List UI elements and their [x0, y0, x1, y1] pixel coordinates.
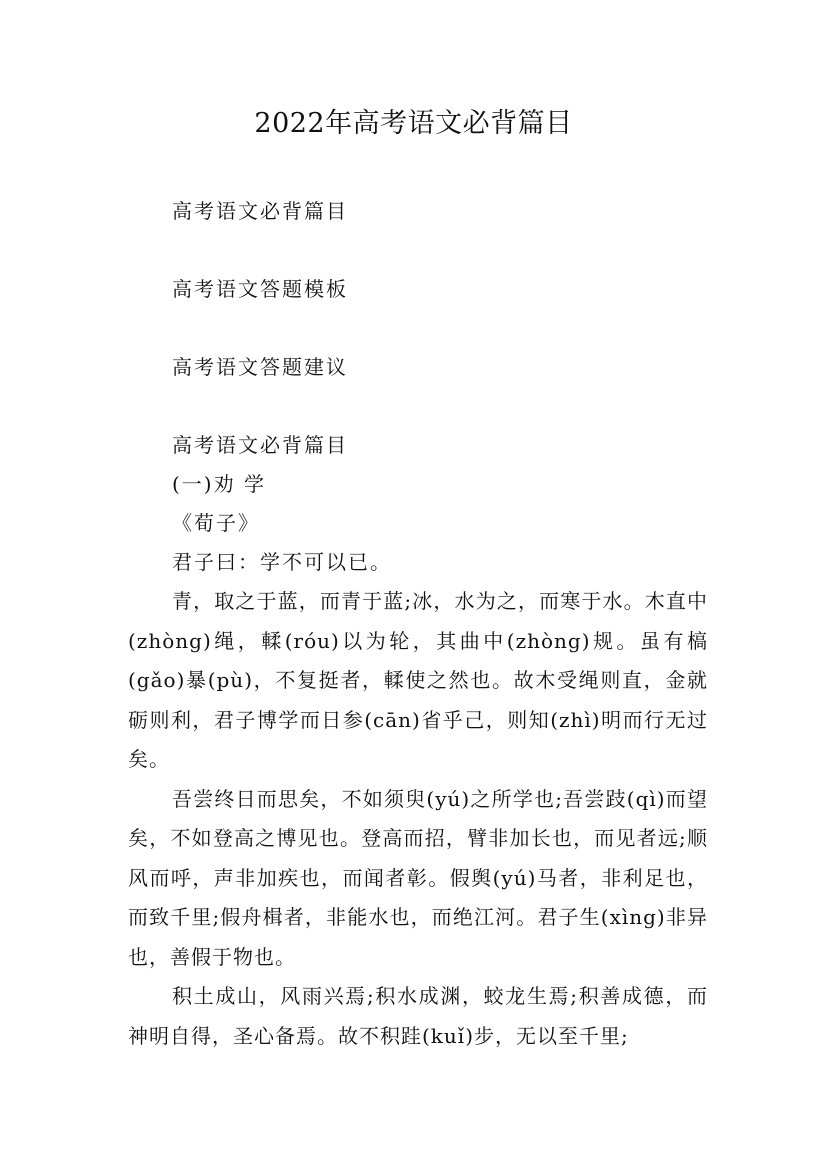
- toc-item-must-recite: 高考语文必背篇目: [172, 199, 348, 223]
- document-title: 2022年高考语文必背篇目: [254, 108, 573, 139]
- paragraph: 吾尝终日而思矣，不如须臾(yú)之所学也;吾尝跂(qì)而望矣，不如登高之博见也。登高而招，臂非加长也，而见者远;顺风而呼，声非加疾也，而闻者彰。假舆(yú)马者，非利足也，而致千里;假舟楫者，非能水也，而绝江河。君子生(xìng)非异也，善假于物也。: [128, 786, 708, 969]
- paragraph: 青，取之于蓝，而青于蓝;冰，水为之，而寒于水。木直中(zhòng)绳，輮(róu)以为轮，其曲中(zhòng)规。虽有槁(gǎo)暴(pù)，不复挺者，輮使之然也。故木受绳则直，金就砺则利，君子博学而日参(cān)省乎己，则知(zhì)明而行无过矣。: [128, 589, 708, 771]
- toc-item-answer-template: 高考语文答题模板: [172, 277, 348, 301]
- chapter-title: (一)劝 学: [172, 472, 266, 496]
- author-line: 《荀子》: [172, 511, 260, 535]
- paragraph: 积土成山，风雨兴焉;积水成渊，蛟龙生焉;积善成德，而神明自得，圣心备焉。故不积跬(kuǐ)步，无以至千里;: [128, 984, 708, 1048]
- body-text: [128, 582, 708, 1056]
- section-heading: 高考语文必背篇目: [172, 433, 348, 457]
- toc-item-answer-advice: 高考语文答题建议: [172, 355, 348, 379]
- opening-line: 君子曰：学不可以已。: [172, 550, 392, 574]
